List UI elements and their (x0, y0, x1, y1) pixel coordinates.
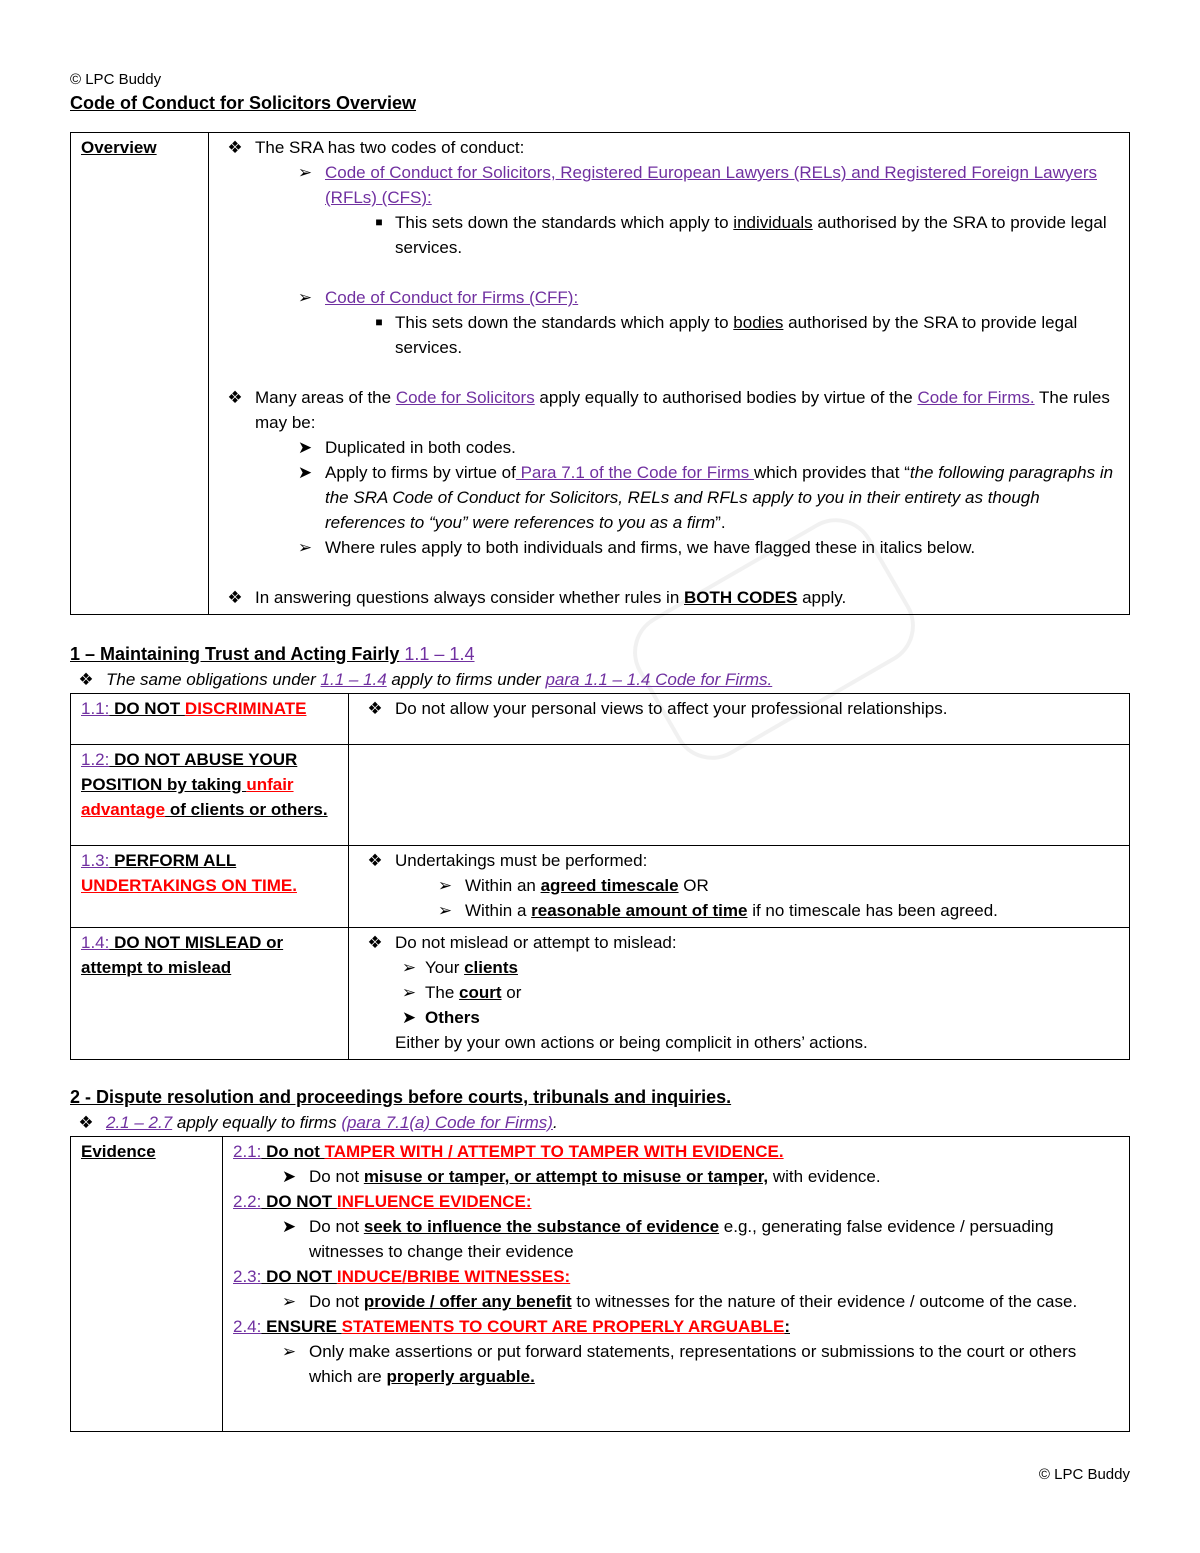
rule-1-3-red: UNDERTAKINGS ON TIME. (81, 876, 297, 895)
rule-1-2-text-end: of clients or others. (165, 800, 328, 819)
arrow-bullet-icon: ➤ (297, 463, 313, 482)
arrow-bullet-icon: ➢ (281, 1342, 297, 1361)
overview-table (70, 132, 1130, 615)
e3-s-end: to witnesses for the nature of their evidence / outcome of the case. (571, 1292, 1078, 1311)
r4-s2-text: The (425, 983, 460, 1002)
cfs-link[interactable]: Code of Conduct for Solicitors, Registered European Lawyers (RELs) and Registered Foreign Lawyers (RFLs) (CFS): (325, 163, 1097, 207)
diamond-bullet-icon: ❖ (227, 588, 243, 607)
rule-2-1-red: TAMPER WITH / ATTEMPT TO TAMPER WITH EVIDENCE. (324, 1142, 784, 1161)
rule-2-3-text: DO NOT (261, 1267, 337, 1286)
r3-s1-end: OR (678, 876, 709, 895)
rule-2-1-link[interactable]: 2.1: (233, 1142, 262, 1161)
rule-1-2-red: unfair advantage (81, 775, 294, 819)
diamond-bullet-icon: ❖ (227, 138, 243, 157)
section1-note (70, 667, 1130, 693)
section1-table (70, 693, 1130, 1060)
e2-s-text: Do not (309, 1217, 364, 1236)
many-text-mid: apply equally to authorised bodies by virtue of the (534, 388, 918, 407)
rule-1-4-cell (71, 928, 349, 1060)
rule-1-3-text: PERFORM ALL (109, 851, 237, 870)
arrow-bullet-icon: ➢ (401, 958, 417, 977)
cfs-desc-underlined: individuals (733, 213, 813, 232)
cff-link[interactable]: Code of Conduct for Firms (CFF): (325, 288, 579, 307)
arrow-bullet-icon: ➢ (401, 983, 417, 1002)
rule-1-4-link[interactable]: 1.4: (81, 933, 110, 952)
rule-2-4-text: ENSURE (261, 1317, 342, 1336)
rule-2-1-text: Do not (261, 1142, 325, 1161)
section1-note-link2[interactable]: para 1.1 – 1.4 Code for Firms. (545, 670, 773, 689)
rule-2-2-link[interactable]: 2.2: (233, 1192, 262, 1211)
cff-desc-underlined: bodies (733, 313, 784, 332)
rule-1-1-red: DISCRIMINATE (184, 699, 307, 718)
rule-1-1-text: DO NOT (109, 699, 185, 718)
e1-s-text: Do not (309, 1167, 364, 1186)
arrow-bullet-icon: ➤ (281, 1167, 297, 1186)
section2-note-mid: apply equally to firms (172, 1113, 342, 1132)
rule-1-2-cell (71, 745, 349, 846)
e1-s-bold: misuse or tamper, or attempt to misuse or tamper, (363, 1167, 769, 1186)
r3-s2-bold: reasonable amount of time (531, 901, 748, 920)
arrow-bullet-icon: ➤ (401, 1008, 417, 1027)
rule-1-4-desc: Do not mislead or attempt to mislead: (395, 933, 677, 952)
duplicated-item: Duplicated in both codes. (325, 438, 516, 457)
arrow-bullet-icon: ➤ (297, 438, 313, 457)
diamond-bullet-icon: ❖ (78, 670, 94, 689)
apply-quote: the following paragraphs in the SRA Code of Conduct for Solicitors, RELs and RFLs apply to you in their entirety as though references to “you” were references to you as a firm (325, 463, 1114, 532)
section1-note-link1[interactable]: 1.1 – 1.4 (320, 670, 387, 689)
e1-s-end: with evidence. (768, 1167, 881, 1186)
e3-s-bold: provide / offer any benefit (363, 1292, 572, 1311)
e4-s-bold: properly arguable. (386, 1367, 535, 1386)
section2-note-end: . (552, 1113, 558, 1132)
section1-note-text: The same obligations under (106, 670, 321, 689)
cfs-desc-text: This sets down the standards which apply to (395, 213, 734, 232)
section2-note-link1[interactable]: 2.1 – 2.7 (106, 1113, 173, 1132)
section2-title: 2 - Dispute resolution and proceedings before courts, tribunals and inquiries. (70, 1087, 732, 1107)
diamond-bullet-icon: ❖ (78, 1113, 94, 1132)
four-point-star-icon: ❖ (367, 851, 383, 870)
section2-table (70, 1136, 1130, 1432)
arrow-bullet-icon: ➢ (297, 163, 313, 182)
section1-heading (70, 641, 1130, 667)
r3-s2-text: Within a (465, 901, 532, 920)
code-for-firms-link[interactable]: Code for Firms. (917, 388, 1035, 407)
arrow-bullet-icon: ➤ (281, 1217, 297, 1236)
section1-note-mid: apply to firms under (386, 670, 546, 689)
diamond-bullet-icon: ❖ (367, 699, 383, 718)
page-title: Code of Conduct for Solicitors Overview (70, 93, 417, 113)
rule-1-3-cell (71, 846, 349, 928)
diamond-bullet-icon: ❖ (227, 388, 243, 407)
r4-s3-text: Others (425, 1008, 480, 1027)
section2-note (70, 1110, 1130, 1136)
square-bullet-icon: ■ (375, 215, 383, 229)
rule-2-2-text: DO NOT (261, 1192, 337, 1211)
document-page (70, 70, 1130, 1432)
r4-s1-text: Your (425, 958, 465, 977)
rule-1-4-text: DO NOT MISLEAD or attempt to mislead (81, 933, 284, 977)
apply-text: Apply to firms by virtue of (325, 463, 516, 482)
arrow-bullet-icon: ➢ (297, 538, 313, 557)
where-item: Where rules apply to both individuals and firms, we have flagged these in italics below. (325, 538, 976, 557)
cff-desc-text-end: authorised by the SRA to provide legal services. (395, 313, 1078, 357)
many-text: Many areas of the (255, 388, 396, 407)
rule-1-1-desc: Do not allow your personal views to affect your professional relationships. (395, 699, 948, 718)
both-codes-text: BOTH CODES (684, 588, 798, 607)
e3-s-text: Do not (309, 1292, 364, 1311)
code-for-solicitors-link[interactable]: Code for Solicitors (395, 388, 535, 407)
r3-s1-bold: agreed timescale (540, 876, 679, 895)
rule-1-2-empty (349, 745, 1130, 846)
overview-intro: The SRA has two codes of conduct: (255, 138, 525, 157)
para-7-1-link[interactable]: Para 7.1 of the Code for Firms (515, 463, 754, 482)
overview-label: Overview (71, 133, 209, 615)
arrow-bullet-icon: ➢ (437, 901, 453, 920)
e4-s-text: Only make assertions or put forward statements, representations or submissions to the court or others which are (309, 1342, 1077, 1386)
evidence-label: Evidence (71, 1137, 223, 1432)
rule-1-1-cell (71, 694, 349, 745)
rule-2-3-link[interactable]: 2.3: (233, 1267, 262, 1286)
cfs-desc-text-end: authorised by the SRA to provide legal services. (395, 213, 1107, 257)
answer-text-end: apply. (797, 588, 847, 607)
rule-2-4-red: STATEMENTS TO COURT ARE PROPERLY ARGUABLE (341, 1317, 785, 1336)
r4-s2-end: or (501, 983, 522, 1002)
rule-1-2-text: DO NOT ABUSE YOUR POSITION by taking (81, 750, 298, 794)
section1-title: 1 – Maintaining Trust and Acting Fairly (70, 644, 400, 664)
r4-s2-bold: court (459, 983, 502, 1002)
many-text-end: The rules may be: (255, 388, 1110, 432)
section1-ref-link[interactable]: 1.1 – 1.4 (399, 644, 475, 664)
rule-2-3-red: INDUCE/BRIBE WITNESSES: (336, 1267, 571, 1286)
rule-2-4-link[interactable]: 2.4: (233, 1317, 262, 1336)
answer-text: In answering questions always consider whether rules in (255, 588, 685, 607)
r4-s1-bold: clients (464, 958, 518, 977)
e2-s-end: e.g., generating false evidence / persuading witnesses to change their evidence (309, 1217, 1054, 1261)
r3-s2-end: if no timescale has been agreed. (747, 901, 998, 920)
apply-text-end: ”. (715, 513, 726, 532)
rule-1-1-link[interactable]: 1.1: (81, 699, 110, 718)
apply-text-mid: which provides that “ (753, 463, 910, 482)
cff-desc-text: This sets down the standards which apply to (395, 313, 734, 332)
rule-1-4-end: Either by your own actions or being complicit in others’ actions. (395, 1033, 868, 1052)
rule-1-3-link[interactable]: 1.3: (81, 851, 110, 870)
rule-1-2-link[interactable]: 1.2: (81, 750, 110, 769)
rule-1-3-desc: Undertakings must be performed: (395, 851, 648, 870)
footer-copyright: © LPC Buddy (1038, 1466, 1130, 1483)
arrow-bullet-icon: ➢ (297, 288, 313, 307)
e2-s-bold: seek to influence the substance of evidence (363, 1217, 720, 1236)
header-copyright: © LPC Buddy (70, 71, 162, 88)
square-bullet-icon: ■ (375, 315, 383, 329)
rule-2-4-colon: : (784, 1317, 790, 1336)
arrow-bullet-icon: ➢ (437, 876, 453, 895)
four-point-star-icon: ❖ (367, 933, 383, 952)
r3-s1-text: Within an (465, 876, 541, 895)
arrow-bullet-icon: ➢ (281, 1292, 297, 1311)
rule-2-2-red: INFLUENCE EVIDENCE: (336, 1192, 532, 1211)
section2-note-link2[interactable]: (para 7.1(a) Code for Firms) (341, 1113, 553, 1132)
